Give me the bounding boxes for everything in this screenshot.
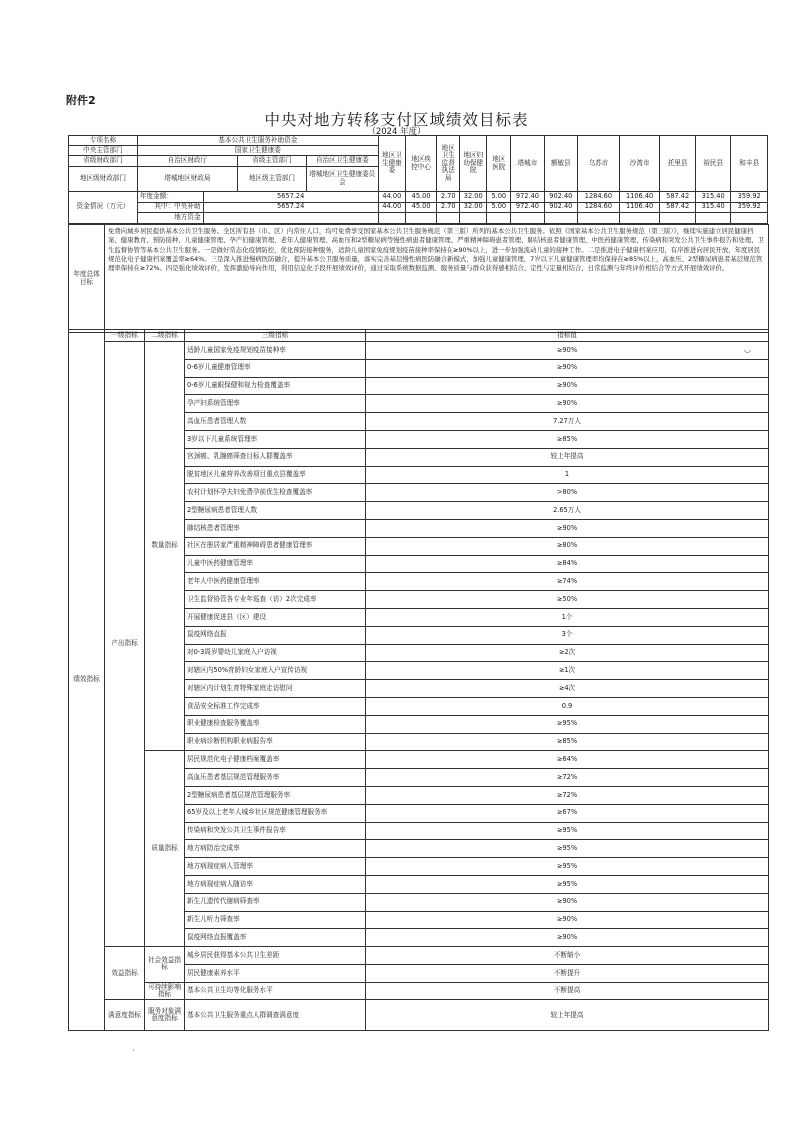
central-dept-value: 国家卫生健康委 [137, 146, 378, 156]
indicator-row [69, 947, 769, 965]
level3-indicator: 孕产妇系统管理率 [185, 395, 366, 413]
indicator-value: ≥1次 [366, 662, 769, 680]
central-subsidy-value: 587.42 [660, 202, 695, 213]
level3-indicator: 基本公共卫生服务重点人群调查满意度 [185, 1000, 366, 1031]
central-subsidy-value: 1106.40 [619, 202, 660, 213]
level3-indicator: 新生儿遗传代谢病筛查率 [185, 893, 366, 911]
indicator-value: ≥90% [366, 911, 769, 929]
indicator-value: ≥95% [366, 840, 769, 858]
local-funds-value [487, 213, 511, 224]
level3-indicator: 脱贫地区儿童营养改善项目重点县覆盖率 [185, 466, 366, 484]
annual-amount-total: 5657.24 [203, 192, 378, 203]
level3-indicator: 职业健康检查服务覆盖率 [185, 715, 366, 733]
local-funds-value [460, 213, 487, 224]
central-subsidy-value: 45.00 [405, 202, 436, 213]
level3-indicator: 65岁及以上老年人城乡社区规范健康管理服务率 [185, 804, 366, 822]
indicator-value: >80% [366, 484, 769, 502]
level3-indicator: 宫颈癌、乳腺癌筛查目标人群覆盖率 [185, 448, 366, 466]
annual-amount-value: 45.00 [405, 192, 436, 203]
annual-amount-value: 587.42 [660, 192, 695, 203]
level3-indicator: 传染病和突发公共卫生事件报告率 [185, 822, 366, 840]
local-funds-value [731, 213, 768, 224]
level3-indicator: 职业病诊断机构职业病报告率 [185, 733, 366, 751]
local-funds-label: 地方资金 [137, 213, 203, 224]
prov-dept-label: 省级主管部门 [237, 156, 306, 167]
annual-amount-value: 315.40 [695, 192, 730, 203]
prov-fin-label: 省级财政部门 [69, 156, 138, 167]
level3-indicator: 3岁以下儿童系统管理率 [185, 430, 366, 448]
local-dept-label: 地区级主管部门 [237, 167, 306, 192]
central-subsidy-value: 315.40 [695, 202, 730, 213]
goal-label: 年度总体目标 [69, 225, 105, 333]
indicator-value: ≥90% [366, 929, 769, 947]
level3-indicator: 0-6岁儿童健康管理率 [185, 359, 366, 377]
indicator-value: ≥80% [366, 537, 769, 555]
recipient-header: 塔城市 [511, 136, 544, 192]
recipient-header: 乌苏市 [578, 136, 620, 192]
recipient-header: 额敏县 [544, 136, 577, 192]
prov-dept-value: 自治区卫生健康委 [306, 156, 378, 167]
level3-indicator: 对辖区内50%育龄妇女家庭入户宣传访视 [185, 662, 366, 680]
indicator-value: ≥4次 [366, 680, 769, 698]
level3-indicator: 农村计划怀孕夫妇免费孕前优生检查覆盖率 [185, 484, 366, 502]
level3-indicator: 地方病防治完成率 [185, 840, 366, 858]
indicator-value: ≥90% [366, 342, 769, 360]
goal-text: 免费向城乡居民提供基本公共卫生服务。全区所有县（市、区）内常住人口，均可免费享受国家基本公共卫生服务规范（第三版）所列的基本公共卫生服务。依照《国家基本公共卫生服务规范（第三版）》，继续实施建立居民健康档案、健康教育、预防接种、儿童健康管理、孕产妇健康管理、老年人健康管理、高血压和2型糖尿病等慢性病患者健康管理、严重精神障碍患者管理、肺结核患者健康管理、中医药健康管理、传染病和突发公共卫生事件报告和处理、卫生监督协管等基本公共卫生服务。一是做好常态化疫情防控，优化预防接种服务，适龄儿童国家免疫规划疫苗接种率保持在≥90%以上，进一步加强流动儿童的接种工作。二是推进电子健康档案应用，有序推进向居民开放，年度居民规范化电子健康档案覆盖率≥64%。三是深入推进慢病医防融合，提升基本公卫服务质量，落实完善基层慢性病医防融合新模式，加强儿童健康管理，7岁以下儿童健康管理率均保持在≥85%以上，高血压、2型糖尿病患者基层规范管理率保持在≥72%。四是强化绩效评价，发挥激励导向作用，利用信息化手段开展绩效评价，通过采取系统数据监测、服务质量与群众获得感相结合、定性与定量相结合、日常监测与年终评价相结合等方式开展绩效评价。 [105, 225, 769, 333]
central-subsidy-value: 972.40 [511, 202, 544, 213]
annual-amount-value: 972.40 [511, 192, 544, 203]
col-header-level3: 三级指标 [185, 330, 366, 342]
level3-indicator: 老年人中医药健康管理率 [185, 573, 366, 591]
level2-indicator: 社会效益指标 [145, 947, 185, 983]
level2-indicator: 数量指标 [145, 342, 185, 751]
level3-indicator: 地方病现症病人随访率 [185, 875, 366, 893]
level1-indicator: 产出指标 [105, 342, 145, 947]
recipient-header: 地区卫生健康委 [378, 136, 405, 192]
local-funds-value [437, 213, 460, 224]
indicator-value: ≥85% [366, 733, 769, 751]
recipient-header: 裕民县 [695, 136, 730, 192]
level3-indicator: 对辖区内计划生育特殊家庭走访慰问 [185, 680, 366, 698]
level3-indicator: 卫生监督协管各专业年巡查（访）2次完成率 [185, 591, 366, 609]
local-fin-label: 地区级财政部门 [69, 167, 138, 192]
indicator-value: ≥90% [366, 395, 769, 413]
info-table [68, 135, 768, 224]
indicator-value: 不断提高 [366, 982, 769, 1000]
level3-indicator: 适龄儿童国家免疫规划疫苗接种率 [185, 342, 366, 360]
indicator-value: 较上年提高 [366, 1000, 769, 1031]
recipient-header: 和丰县 [731, 136, 768, 192]
year-label: （2024 年度） [367, 127, 426, 137]
indicator-row [69, 751, 769, 769]
indicator-value: ≥74% [366, 573, 769, 591]
recipient-header: 沙湾市 [619, 136, 660, 192]
recipient-header: 地区卫生监督执法局 [437, 136, 460, 192]
annual-amount-label: 年度金额： [137, 192, 203, 203]
level3-indicator: 社区在册居家严重精神障碍患者健康管理率 [185, 537, 366, 555]
annual-amount-value: 5.00 [487, 192, 511, 203]
indicator-value: ≥50% [366, 591, 769, 609]
indicator-value: ≥95% [366, 875, 769, 893]
indicator-value: ≥95% [366, 715, 769, 733]
level3-indicator: 肺结核患者管理率 [185, 519, 366, 537]
funds-label: 资金情况（万元） [69, 192, 138, 224]
recipient-header: 地区医院 [487, 136, 511, 192]
indicator-value: ≥90% [366, 377, 769, 395]
level1-performance: 绩效指标 [69, 330, 105, 1031]
level2-indicator: 可持续影响指标 [145, 982, 185, 1000]
level3-indicator: 城乡居民获得基本公共卫生差距 [185, 947, 366, 965]
level3-indicator: 基本公共卫生均等化服务水平 [185, 982, 366, 1000]
level3-indicator: 高血压患者基层规范管理服务率 [185, 769, 366, 787]
annual-amount-value: 44.00 [378, 192, 405, 203]
annual-amount-value: 902.40 [544, 192, 577, 203]
recipient-header: 地区疾控中心 [405, 136, 436, 192]
indicator-value: 1个 [366, 608, 769, 626]
indicator-value: 7.27万人 [366, 413, 769, 431]
indicator-row [69, 1000, 769, 1031]
level3-indicator: 2型糖尿病患者基层规范管理服务率 [185, 786, 366, 804]
annex-label: 附件2 [66, 94, 96, 107]
indicator-value: ≥67% [366, 804, 769, 822]
level3-indicator: 居民规范化电子健康档案覆盖率 [185, 751, 366, 769]
level3-indicator: 居民健康素养水平 [185, 964, 366, 982]
level3-indicator: 地方病现症病人管理率 [185, 858, 366, 876]
annual-amount-value: 359.92 [731, 192, 768, 203]
goal-table [68, 224, 769, 333]
level2-indicator: 质量指标 [145, 751, 185, 947]
indicator-value: ≥2次 [366, 644, 769, 662]
project-name-label: 专项名称 [69, 136, 138, 146]
margin-dot: · [132, 1046, 135, 1056]
margin-mark: ◡ [744, 345, 751, 354]
page-title: 中央对地方转移支付区域绩效目标表 [264, 111, 529, 129]
indicator-value: ≥84% [366, 555, 769, 573]
central-subsidy-value: 5.00 [487, 202, 511, 213]
recipient-header: 地区妇幼保健院 [460, 136, 487, 192]
level3-indicator: 鼠疫网络直报覆盖率 [185, 929, 366, 947]
central-subsidy-value: 2.70 [437, 202, 460, 213]
col-header-value: 指标值 [366, 330, 769, 342]
indicator-value: 3个 [366, 626, 769, 644]
level3-indicator: 高血压患者管理人数 [185, 413, 366, 431]
central-subsidy-value: 1284.60 [578, 202, 620, 213]
indicator-value: ≥72% [366, 786, 769, 804]
indicator-value: 1 [366, 466, 769, 484]
level1-indicator: 效益指标 [105, 947, 145, 1000]
annual-amount-value: 2.70 [437, 192, 460, 203]
indicator-value: ≥90% [366, 359, 769, 377]
central-dept-label: 中央主管部门 [69, 146, 138, 156]
local-funds-value [378, 213, 405, 224]
local-funds-total [203, 213, 378, 224]
level3-indicator: 0-6岁儿童眼保健和视力检查覆盖率 [185, 377, 366, 395]
local-funds-value [695, 213, 730, 224]
recipient-header: 托里县 [660, 136, 695, 192]
indicator-value: ≥64% [366, 751, 769, 769]
local-funds-value [544, 213, 577, 224]
level1-indicator: 满意度指标 [105, 1000, 145, 1031]
level3-indicator: 对0-3周岁婴幼儿家庭入户访视 [185, 644, 366, 662]
level3-indicator: 鼠疫网络直报 [185, 626, 366, 644]
central-subsidy-value: 902.40 [544, 202, 577, 213]
level2-indicator: 服务对象满意度指标 [145, 1000, 185, 1031]
indicator-value: 不断缩小 [366, 947, 769, 965]
project-name-value: 基本公共卫生服务补助资金 [137, 136, 378, 146]
indicator-value: 2.65万人 [366, 502, 769, 520]
local-funds-value [405, 213, 436, 224]
indicator-value: ≥95% [366, 822, 769, 840]
central-subsidy-value: 359.92 [731, 202, 768, 213]
central-subsidy-value: 44.00 [378, 202, 405, 213]
central-subsidy-total: 5657.24 [203, 202, 378, 213]
level3-indicator: 食品安全标准工作完成率 [185, 697, 366, 715]
local-funds-value [619, 213, 660, 224]
indicator-value: ≥90% [366, 519, 769, 537]
level3-indicator: 开展健康促进县（区）建设 [185, 608, 366, 626]
indicator-value: 较上年提高 [366, 448, 769, 466]
indicator-value: ≥90% [366, 893, 769, 911]
level3-indicator: 2型糖尿病患者管理人数 [185, 502, 366, 520]
indicator-value: ≥95% [366, 858, 769, 876]
annual-amount-value: 1284.60 [578, 192, 620, 203]
indicator-value: 不断提升 [366, 964, 769, 982]
annual-amount-value: 1106.40 [619, 192, 660, 203]
level3-indicator: 儿童中医药健康管理率 [185, 555, 366, 573]
indicator-row [69, 342, 769, 360]
indicator-table [68, 329, 769, 1031]
local-fin-value: 塔城地区财政局 [137, 167, 237, 192]
local-dept-value: 塔城地区卫生健康委员会 [306, 167, 378, 192]
indicator-value: ≥72% [366, 769, 769, 787]
local-funds-value [511, 213, 544, 224]
indicator-row [69, 982, 769, 1000]
local-funds-value [578, 213, 620, 224]
local-funds-value [660, 213, 695, 224]
central-subsidy-value: 32.00 [460, 202, 487, 213]
annual-amount-value: 32.00 [460, 192, 487, 203]
central-subsidy-label: 其中：中央补助 [137, 202, 203, 213]
level3-indicator: 新生儿听力筛查率 [185, 911, 366, 929]
col-header-level2: 二级指标 [145, 330, 185, 342]
indicator-value: 0.9 [366, 697, 769, 715]
col-header-level1: 一级指标 [105, 330, 145, 342]
prov-fin-value: 自治区财政厅 [137, 156, 237, 167]
indicator-value: ≥85% [366, 430, 769, 448]
